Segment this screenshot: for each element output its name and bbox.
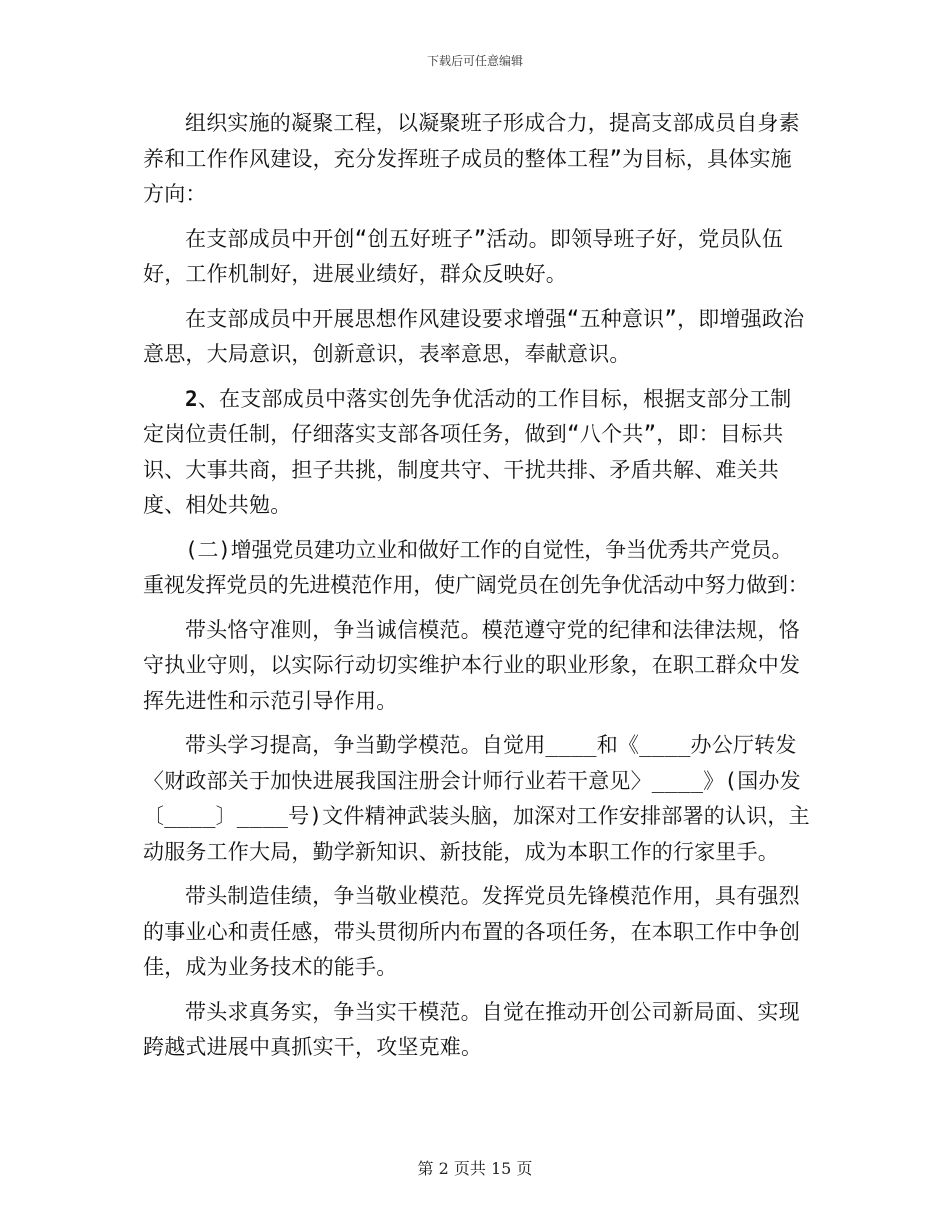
- paragraph-five-good-team: 在支部成员中开创“创五好班子”活动。即领导班子好，党员队伍好，工作机制好，进展业绩好，群众反映好。: [143, 226, 784, 286]
- document-body: [143, 106, 811, 1075]
- paragraph-eight-commons-text: 、在支部成员中落实创先争优活动的工作目标，根据支部分工制定岗位责任制，仔细落实支部各项任务，做到“八个共”，即：目标共识、大事共商，担子共挑，制度共守、干扰共排、矛盾共解、难关共度、相处共勉。: [143, 386, 792, 517]
- paragraph-cohesion-project: 组织实施的凝聚工程，以凝聚班子形成合力，提高支部成员自身素养和工作作风建设，充分发挥班子成员的整体工程”为目标，具体实施方向：: [143, 111, 800, 206]
- paragraph-study-model: 带头学习提高，争当勤学模范。自觉用____和《____办公厅转发〈财政部关于加快进展我国注册会计师行业若干意见〉____》(国办发〔____〕____号)文件精神武装头脑，加深对工作安排部署的认识，主动服务工作大局，勤学新知识、新技能，成为本职工作的行家里手。: [143, 733, 810, 864]
- page-header: 下载后可任意编辑: [426, 54, 523, 68]
- paragraph-dedication-model: 带头制造佳绩，争当敬业模范。发挥党员先锋模范作用，具有强烈的事业心和责任感，带头贯彻所内布置的各项任务，在本职工作中争创佳，成为业务技术的能手。: [143, 884, 801, 979]
- paragraph-eight-commons: [143, 382, 811, 524]
- paragraph-integrity-model: 带头恪守准则，争当诚信模范。模范遵守党的纪律和法律法规，恪守执业守则，以实际行动切实维护本行业的职业形象，在职工群众中发挥先进性和示范引导作用。: [143, 617, 801, 713]
- paragraph-practical-model: 带头求真务实，争当实干模范。自觉在推动开创公司新局面、实现跨越式进展中真抓实干，攻坚克难。: [143, 999, 800, 1059]
- paragraph-five-awareness: 在支部成员中开展思想作风建设要求增强“五种意识”，即增强政治意思，大局意识，创新意识，表率意思，奉献意识。: [143, 306, 805, 366]
- paragraph-section-two: (二)增强党员建功立业和做好工作的自觉性，争当优秀共产党员。重视发挥党员的先进模范作用，使广阔党员在创先争优活动中努力做到：: [143, 537, 809, 597]
- paragraph-number: 2: [185, 386, 198, 411]
- page-footer: 第 2 页共 15 页: [417, 1159, 533, 1178]
